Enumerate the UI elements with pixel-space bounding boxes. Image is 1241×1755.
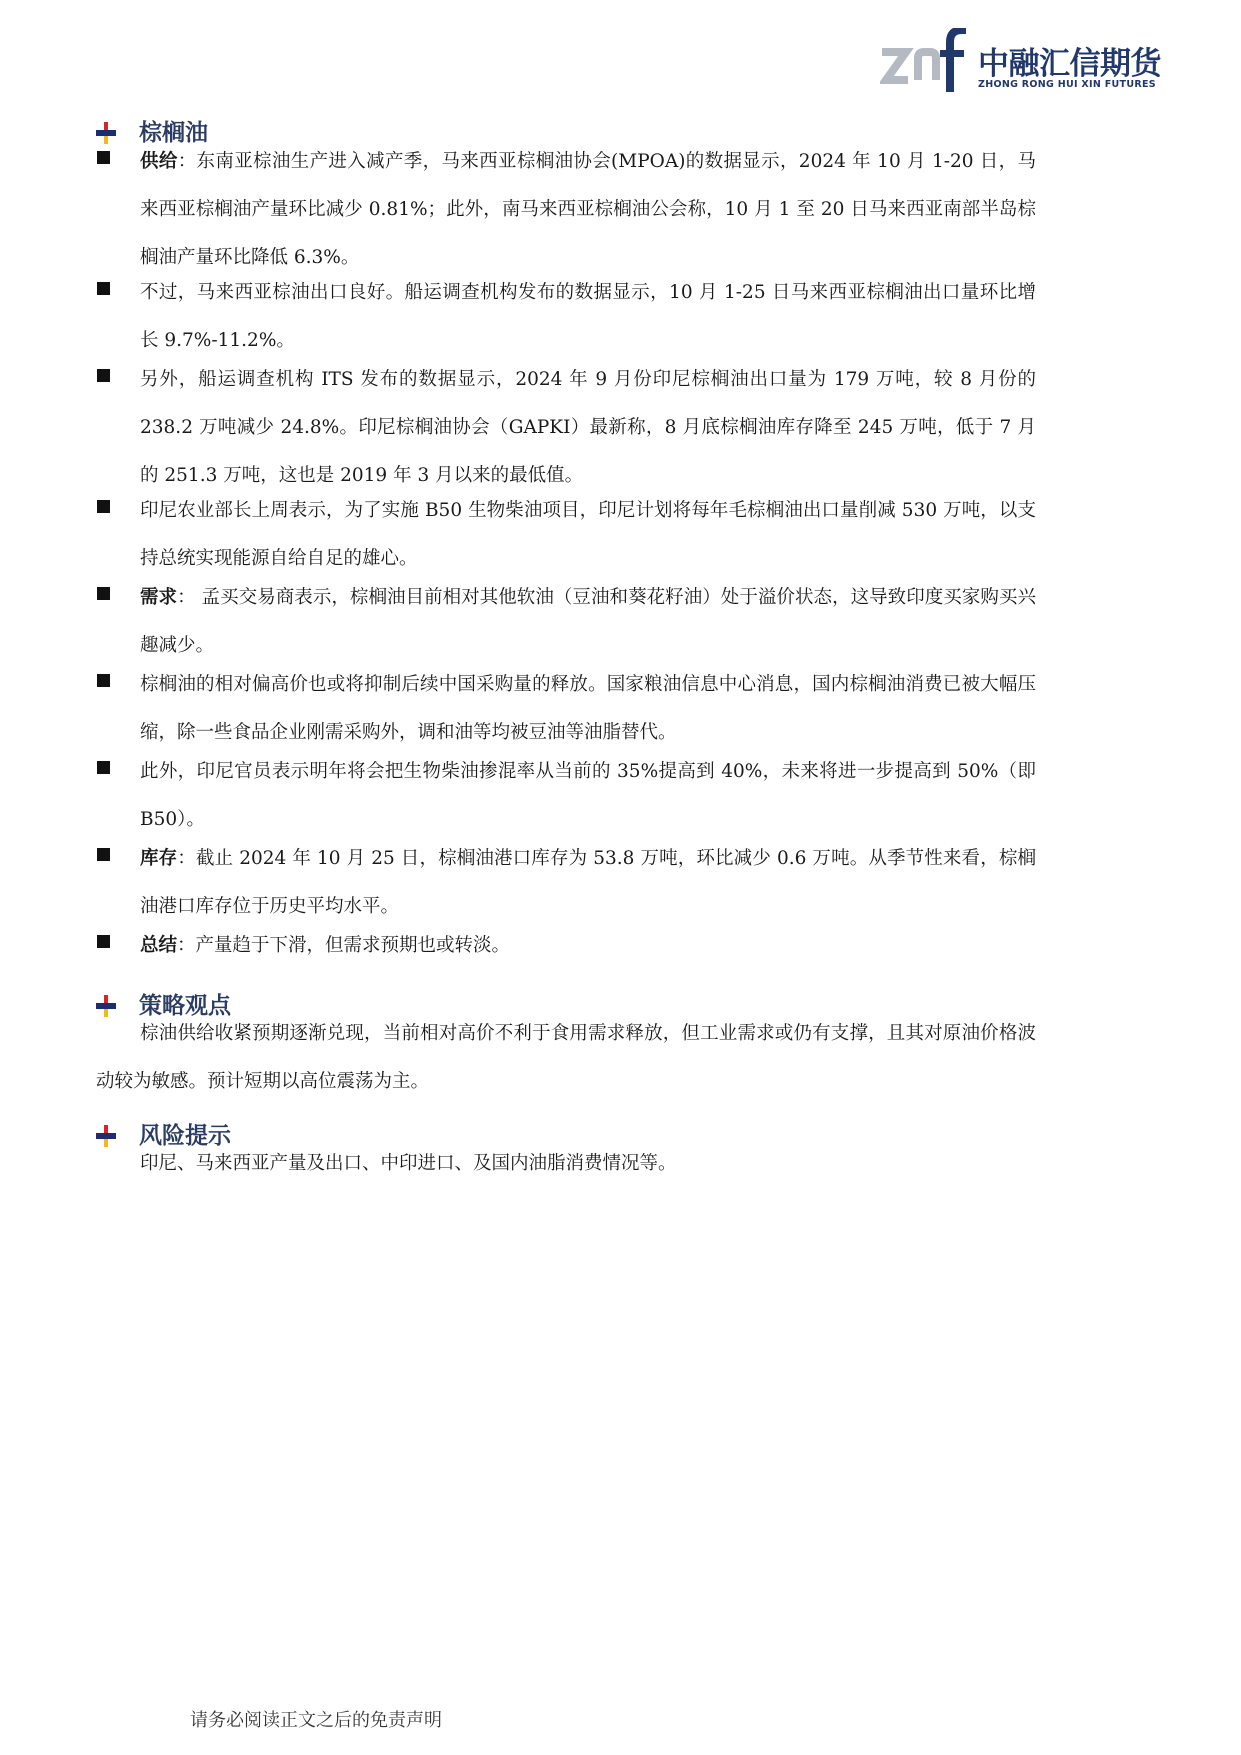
bullet-label: 供给 (140, 151, 178, 172)
bullet-text: 不过，马来西亚棕油出口良好。船运调查机构发布的数据显示，10 月 1-25 日马来西亚棕榈油出口量环比增长 9.7%-11.2%。 (140, 282, 1036, 351)
risk-paragraph: 印尼、马来西亚产量及出口、中印进口、及国内油脂消费情况等。 (140, 1153, 677, 1174)
square-bullet-icon (97, 674, 110, 687)
bullet-label: 库存 (140, 848, 178, 869)
section-marker-icon (96, 122, 118, 144)
square-bullet-icon (97, 151, 110, 164)
square-bullet-icon (97, 935, 110, 948)
section-title: 策略观点 (139, 993, 231, 1019)
square-bullet-icon (97, 369, 110, 382)
logo-mark-icon (880, 28, 966, 94)
section-title: 棕榈油 (139, 120, 208, 146)
bullet-text: 印尼农业部长上周表示，为了实施 B50 生物柴油项目，印尼计划将每年毛棕榈油出口量削减 530 万吨，以支持总统实现能源自给自足的雄心。 (140, 500, 1036, 569)
strategy-paragraph: 棕油供给收紧预期逐渐兑现，当前相对高价不利于食用需求释放，但工业需求或仍有支撑，且其对原油价格波动较为敏感。预计短期以高位震荡为主。 (96, 1023, 1036, 1092)
bullet-text: 此外，印尼官员表示明年将会把生物柴油掺混率从当前的 35%提高到 40%，未来将进一步提高到 50%（即 B50）。 (140, 761, 1036, 830)
bullet-text: ：东南亚棕油生产进入减产季，马来西亚棕榈油协会(MPOA)的数据显示，2024 年 10 月 1-20 日，马来西亚棕榈油产量环比减少 0.81%；此外，南马来西亚棕榈油公会称，10 月 1 至 20 日马来西亚南部半岛棕榈油产量环比降低 6.3%。 (140, 151, 1036, 268)
company-logo (880, 28, 1170, 94)
bullet-text: 棕榈油的相对偏高价也或将抑制后续中国采购量的释放。国家粮油信息中心消息，国内棕榈油消费已被大幅压缩，除一些食品企业刚需采购外，调和油等均被豆油等油脂替代。 (140, 674, 1036, 743)
square-bullet-icon (97, 761, 110, 774)
bullet-text: ：产量趋于下滑，但需求预期也或转淡。 (177, 935, 511, 956)
section-title: 风险提示 (139, 1123, 231, 1149)
square-bullet-icon (97, 587, 110, 600)
square-bullet-icon (97, 282, 110, 295)
square-bullet-icon (97, 848, 110, 861)
logo-text-en: ZHONG RONG HUI XIN FUTURES (978, 79, 1156, 90)
logo-text-cn: 中融汇信期货 (978, 46, 1161, 82)
footer-disclaimer: 请务必阅读正文之后的免责声明 (190, 1710, 442, 1731)
bullet-text: ： 孟买交易商表示，棕榈油目前相对其他软油（豆油和葵花籽油）处于溢价状态，这导致印度买家购买兴趣减少。 (140, 587, 1036, 656)
bullet-text: 另外，船运调查机构 ITS 发布的数据显示，2024 年 9 月份印尼棕榈油出口量为 179 万吨，较 8 月份的 238.2 万吨减少 24.8%。印尼棕榈油协会（GAPKI）最新称，8 月底棕榈油库存降至 245 万吨，低于 7 月的 251.3 万吨，这也是 2019 年 3 月以来的最低值。 (140, 369, 1036, 486)
bullet-label: 需求 (140, 587, 178, 608)
square-bullet-icon (97, 500, 110, 513)
bullet-text: ：截止 2024 年 10 月 25 日，棕榈油港口库存为 53.8 万吨，环比减少 0.6 万吨。从季节性来看，棕榈油港口库存位于历史平均水平。 (140, 848, 1036, 917)
bullet-label: 总结 (140, 935, 178, 956)
